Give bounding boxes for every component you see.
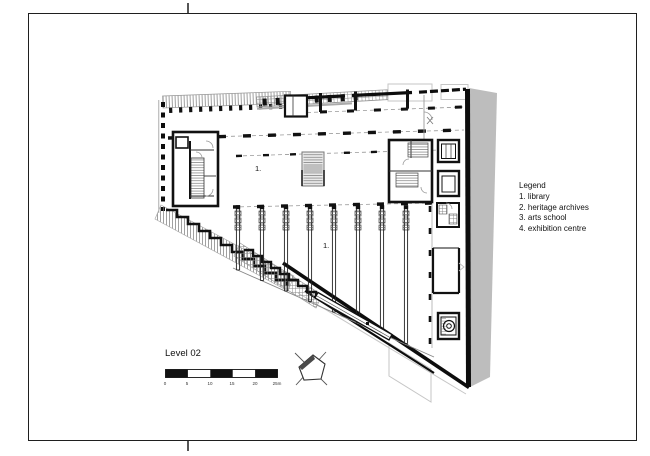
scale-bar-graphic <box>165 369 279 379</box>
legend-item-heritage-archives: 2. heritage archives <box>519 202 589 212</box>
scale-tick-5: 5 <box>185 381 189 386</box>
scale-tick-15: 15 <box>229 381 235 386</box>
scale-tick-0: 0 <box>163 381 167 386</box>
scale-tick-10: 10 <box>207 381 213 386</box>
room-label-library-upper: 1. <box>255 164 262 173</box>
scale-tick-20: 20 <box>252 381 258 386</box>
legend-item-arts-school: 3. arts school <box>519 213 567 223</box>
north-marker-icon <box>291 348 331 388</box>
scale-bar <box>165 369 285 391</box>
central-stair <box>302 152 324 186</box>
elevator-upper <box>438 140 459 162</box>
legend-title: Legend <box>519 181 546 190</box>
service-room <box>433 248 464 293</box>
context-shadow-band <box>468 88 497 388</box>
legend-item-exhibition-centre: 4. exhibition centre <box>519 223 587 233</box>
scale-tick-25m: 25m <box>272 381 282 386</box>
room-label-library-lower: 1. <box>323 241 330 250</box>
elevator-lower <box>438 171 459 196</box>
drawing-title: Level 02 <box>165 348 201 359</box>
wc-room <box>437 203 459 227</box>
shaft-room <box>438 313 459 339</box>
legend <box>519 181 589 234</box>
east-stair-block <box>389 140 432 202</box>
south-glass-line <box>233 268 434 357</box>
legend-item-library: 1. library <box>519 192 550 202</box>
west-stair-core <box>173 132 218 206</box>
